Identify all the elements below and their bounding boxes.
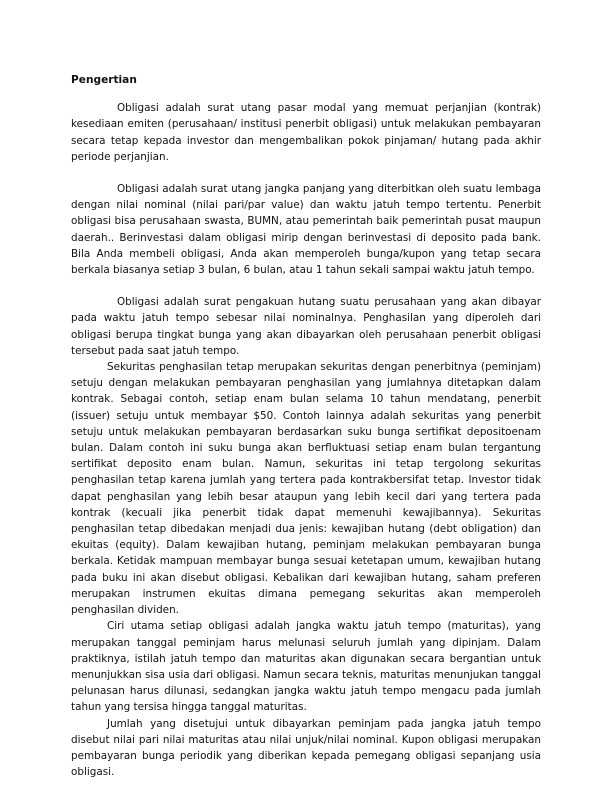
section-heading: Pengertian [71,74,137,86]
paragraph-6: Jumlah yang disetujui untuk dibayarkan peminjam pada jangka jatuh tempo disebut nilai pari nilai maturitas atau nilai unjuk/nilai nominal. Kupon obligasi merupakan pembayaran bunga periodik yang diberikan kepada pemegang obligasi sepanjang usia obligasi. [71,717,541,779]
paragraph-2: Obligasi adalah surat utang jangka panjang yang diterbitkan oleh suatu lembaga dengan nilai nominal (nilai pari/par value) dan waktu jatuh tempo tertentu. Penerbit obligasi bisa perusahaan swasta, BUMN, atau pemerintah baik pemerintah pusat maupun daerah.. Berinvestasi dalam obligasi mirip dengan berinvestasi di deposito pada bank. Bila Anda membeli obligasi, Anda akan memperoleh bunga/kupon yang tetap secara berkala biasanya setiap 3 bulan, 6 bulan, atau 1 tahun sekali sampai waktu jatuh tempo. [71,183,541,277]
paragraph-1: Obligasi adalah surat utang pasar modal yang memuat perjanjian (kontrak) kesediaan emiten (perusahaan/ institusi penerbit obligasi) untuk melakukan pembayaran secara tetap kepada investor dan mengembalikan pokok pinjaman/ hutang pada akhir periode perjanjian. [71,102,541,163]
paragraph-5: Ciri utama setiap obligasi adalah jangka waktu jatuh tempo (maturitas), yang merupakan tanggal peminjam harus melunasi seluruh jumlah yang dipinjam. Dalam praktiknya, istilah jatuh tempo dan maturitas akan digunakan secara bergantian untuk menunjukkan sisa usia dari obligasi. Namun secara teknis, maturitas menunjukan tanggal pelunasan harus dilunasi, sedangkan jangka waktu jatuh tempo mengacu pada jumlah tahun yang tersisa hingga tanggal maturitas. [71,620,541,714]
paragraph-4: Sekuritas penghasilan tetap merupakan sekuritas dengan penerbitnya (peminjam) setuju dengan melakukan pembayaran penghasilan yang jumlahnya ditetapkan dalam kontrak. Sebagai contoh, setiap enam bulan selama 10 tahun mendatang, penerbit (issuer) setuju untuk membayar $50. Contoh lainnya adalah sekuritas yang penerbit setuju untuk melakukan pembayaran berdasarkan suku bunga sertifikat depositoenam bulan. Dalam contoh ini suku bunga akan berfluktuasi setiap enam bulan tergantung sertifikat deposito enam bulan. Namun, sekuritas ini tetap tergolong sekuritas penghasilan tetap karena jumlah yang tertera pada kontrakbersifat tetap. Investor tidak dapat penghasilan yang lebih besar ataupun yang lebih kecil dari yang tertera pada kontrak (kecuali jika penerbit tidak dapat memenuhi kewajibannya). Sekuritas penghasilan tetap dibedakan menjadi dua jenis: kewajiban hutang (debt obligation) dan ekuitas (equity). Dalam kewajiban hutang, peminjam melakukan pembayaran bunga berkala. Ketidak mampuan membayar bunga sesuai ketetapan umum, kewajiban hutang pada buku ini akan disebut obligasi. Kebalikan dari kewajiban hutang, saham preferen merupakan instrumen ekuitas dimana pemegang sekuritas akan memperoleh penghasilan dividen. [71,361,541,617]
paragraph-3: Obligasi adalah surat pengakuan hutang suatu perusahaan yang akan dibayar pada waktu jatuh tempo sebesar nilai nominalnya. Penghasilan yang diperoleh dari obligasi berupa tingkat bunga yang akan dibayarkan oleh perusahaan penerbit obligasi tersebut pada saat jatuh tempo. [71,296,541,357]
document-page [71,72,541,780]
